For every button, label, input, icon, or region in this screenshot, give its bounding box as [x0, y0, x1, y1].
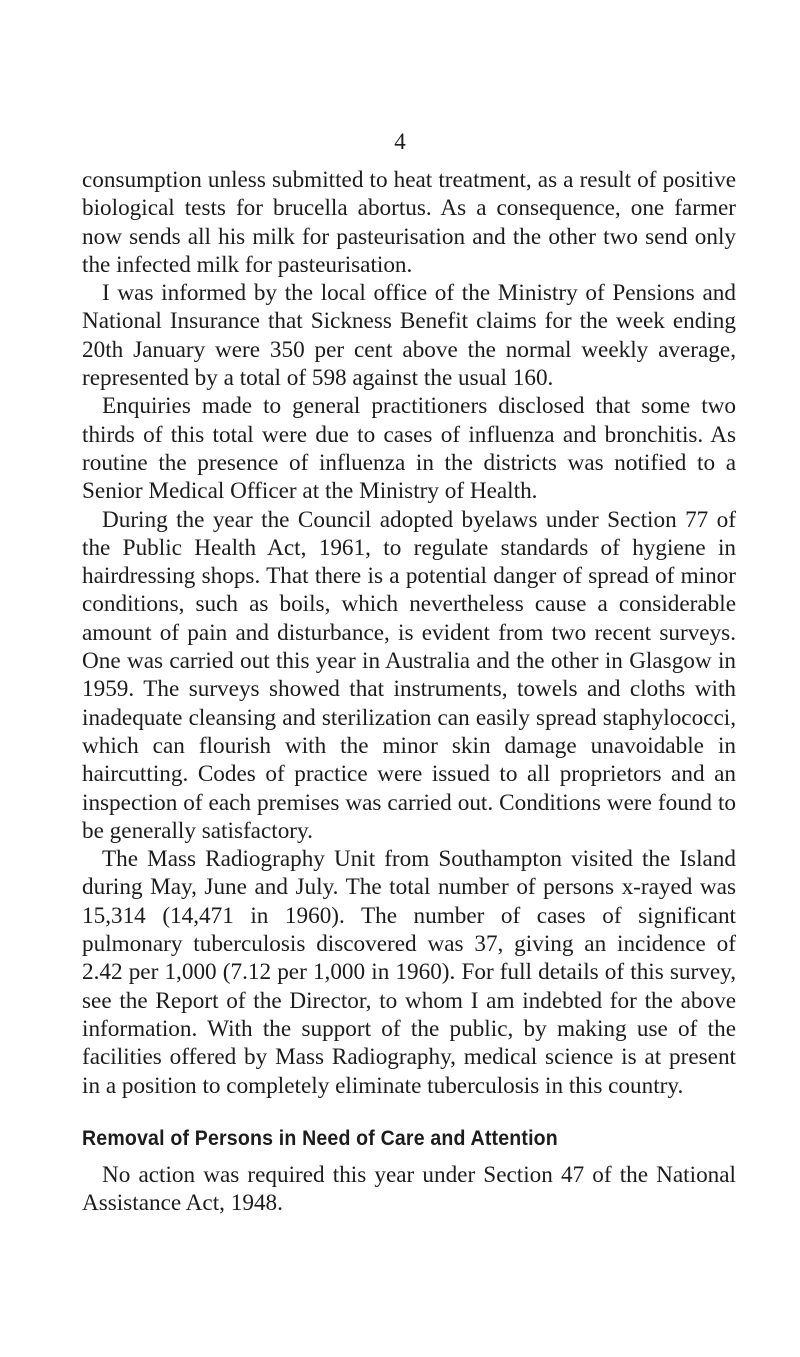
section-heading: Removal of Persons in Need of Care and Attention: [82, 1126, 558, 1150]
paragraph-sickness-benefit: I was informed by the local office of the Ministry of Pensions and National Insurance that Sickness Benefit claims for the week ending 20th January were 350 per cent above the normal weekly average, represented by a total of 598 against the usual 160.: [82, 280, 736, 392]
paragraph-mass-radiography: The Mass Radiography Unit from Southampton visited the Island during May, June and July. The total number of persons x-rayed was 15,314 (14,471 in 1960). The number of cases of significant pulmonary tuberculosis discovered was 37, giving an incidence of 2.42 per 1,000 (7.12 per 1,000 in 1960). For full details of this survey, see the Report of the Director, to whom I am indebted for the above information. With the support of the public, by making use of the facilities offered by Mass Radiography, medical science is at present in a position to completely eliminate tuberculosis in this country.: [82, 846, 736, 1099]
paragraph-milk-treatment: consumption unless submitted to heat treatment, as a result of positive biological tests for brucella abortus. As a consequence, one farmer now sends all his milk for pasteurisation and the other two send only the infected milk for pasteurisation.: [82, 167, 736, 278]
paragraph-national-assistance: No action was required this year under Section 47 of the National Assistance Act, 1948.: [82, 1161, 736, 1217]
paragraph-influenza-enquiries: Enquiries made to general practitioners disclosed that some two thirds of this total were due to cases of influenza and bronchitis. As routine the presence of influenza in the districts was notified to a Senior Medical Officer at the Ministry of Health.: [82, 393, 736, 505]
paragraph-hairdressing-byelaws: During the year the Council adopted byelaws under Section 77 of the Public Health Act, 1961, to regulate standards of hygiene in hairdressing shops. That there is a potential danger of spread of minor conditions, such as boils, which nevertheless cause a considerable amount of pain and disturbance, is evident from two recent surveys. One was carried out this year in Australia and the other in Glasgow in 1959. The surveys showed that instruments, towels and cloths with inadequate cleansing and sterilization can easily spread staphylococci, which can flourish with the minor skin damage unavoidable in haircutting. Codes of practice were issued to all proprietors and an inspection of each premises was carried out. Conditions were found to be generally satisfactory.: [82, 506, 736, 844]
body-text: [82, 166, 736, 1217]
page-number: 4: [394, 129, 406, 154]
